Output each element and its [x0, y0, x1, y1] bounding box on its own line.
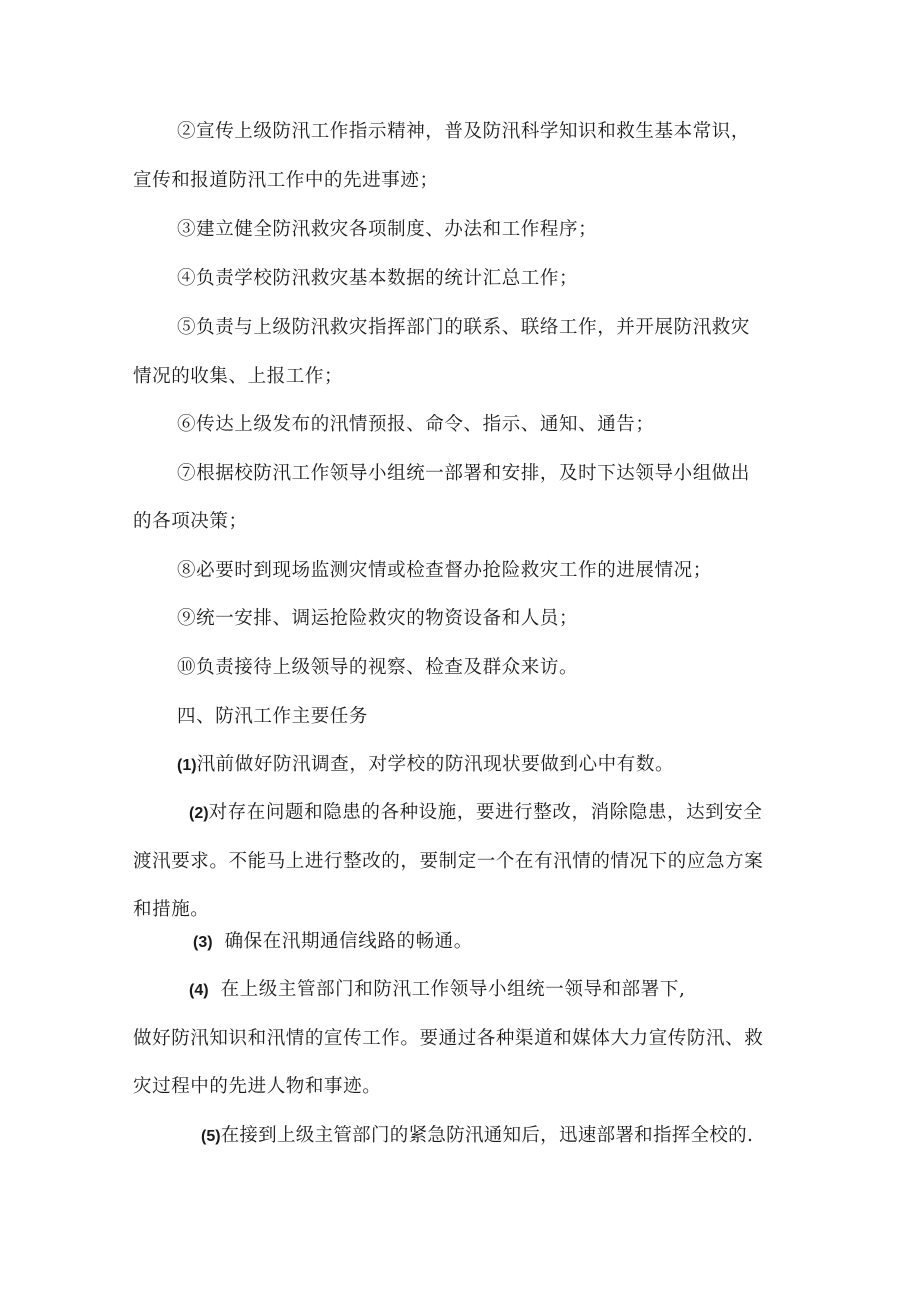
- task-2-number: (2): [189, 805, 209, 822]
- duty-4: ④负责学校防汛救灾基本数据的统计汇总工作；: [177, 268, 579, 289]
- duty-7-line-2: 的各项决策；: [133, 511, 248, 532]
- task-3-line-1: [193, 930, 473, 955]
- duty-5-line-1: ⑤负责与上级防汛救灾指挥部门的联系、联络工作，并开展防汛救灾: [177, 317, 751, 338]
- task-1-line-1: [177, 753, 674, 778]
- duty-8: ⑧必要时到现场监测灾情或检查督办抢险救灾工作的进展情况；: [177, 560, 712, 581]
- task-4-line-3: 灾过程中的先进人物和事迹。: [133, 1076, 382, 1097]
- duty-6: ⑥传达上级发布的汛情预报、命令、指示、通知、通告；: [177, 414, 655, 435]
- duty-3: ③建立健全防汛救灾各项制度、办法和工作程序；: [177, 219, 598, 240]
- duty-10: ⑩负责接待上级领导的视察、检查及群众来访。: [177, 657, 579, 678]
- duty-2-line-2: 宣传和报道防汛工作中的先进事迹；: [133, 170, 439, 191]
- task-5-line-1: [201, 1124, 753, 1149]
- task-5-number: (5): [201, 1128, 221, 1145]
- task-2-line-2: 渡汛要求。不能马上进行整改的，要制定一个在有汛情的情况下的应急方案: [133, 851, 764, 872]
- duty-5-line-2: 情况的收集、上报工作；: [133, 366, 344, 387]
- task-4-text: 在上级主管部门和防汛工作领导小组统一领导和部署下,: [220, 979, 686, 1000]
- task-1-number: (1): [177, 757, 197, 774]
- task-5-text: 在接到上级主管部门的紧急防汛通知后，迅速部署和指挥全校的.: [220, 1125, 754, 1146]
- task-2-line-1: [189, 801, 762, 826]
- duty-7-line-1: ⑦根据校防汛工作领导小组统一部署和安排，及时下达领导小组做出: [177, 463, 751, 484]
- task-4-line-2: 做好防汛知识和汛情的宣传工作。要通过各种渠道和媒体大力宣传防汛、救: [133, 1028, 764, 1049]
- task-2-line-3: 和措施。: [133, 899, 210, 920]
- task-4-line-1: [189, 978, 685, 1003]
- task-3-text: 确保在汛期通信线路的畅通。: [224, 931, 473, 952]
- duty-2-line-1: ②宣传上级防汛工作指示精神，普及防汛科学知识和救生基本常识，: [177, 121, 751, 142]
- section-heading: 四、防汛工作主要任务: [177, 706, 369, 727]
- task-2-text: 对存在问题和隐患的各种设施，要进行整改，消除隐患，达到安全: [208, 802, 763, 823]
- duty-9: ⑨统一安排、调运抢险救灾的物资设备和人员；: [177, 608, 579, 629]
- task-3-number: (3): [193, 934, 213, 951]
- task-1-text: 汛前做好防汛调查，对学校的防汛现状要做到心中有数。: [196, 754, 675, 775]
- task-4-number: (4): [189, 982, 209, 999]
